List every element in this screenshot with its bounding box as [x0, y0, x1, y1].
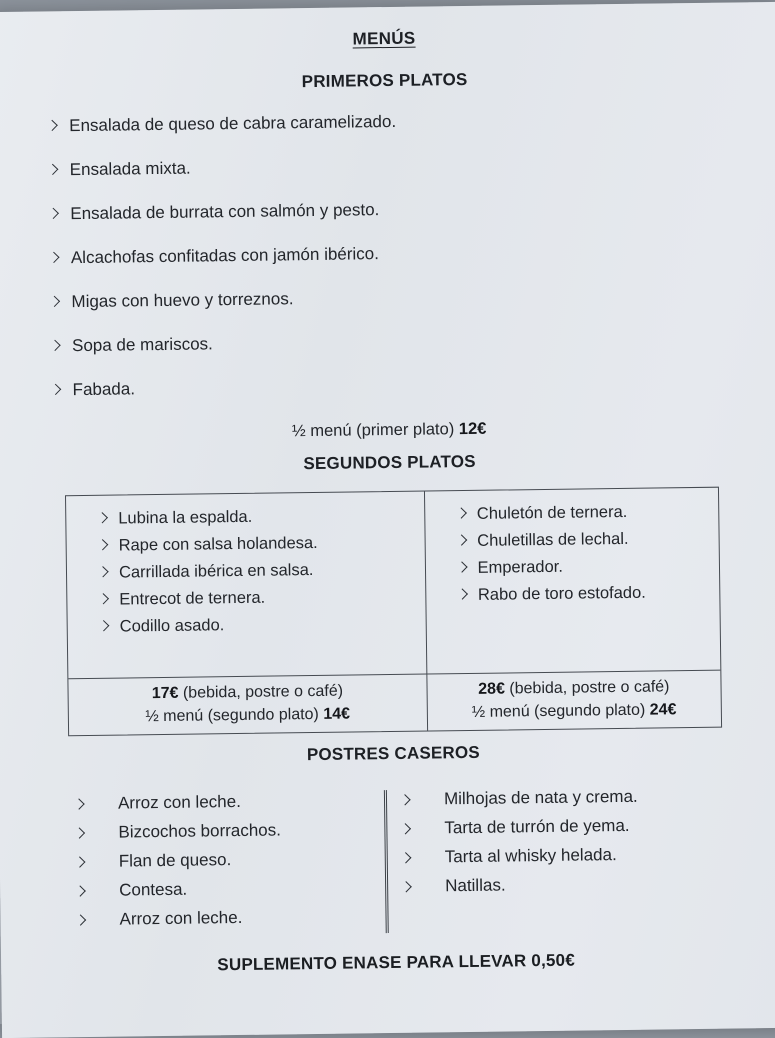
- arrow-bullet-icon: [400, 852, 411, 863]
- arrow-bullet-icon: [98, 593, 109, 604]
- menu-item-text: Arroz con leche.: [119, 907, 243, 929]
- menu-item: [100, 612, 422, 638]
- price-note: (bebida, postre o café): [504, 678, 670, 698]
- menu-item: [76, 848, 385, 872]
- menu-item: [51, 326, 775, 357]
- menu-item: [48, 106, 775, 137]
- menu-item-text: Tarta de turrón de yema.: [444, 815, 630, 838]
- arrow-bullet-icon: [49, 340, 60, 351]
- arrow-bullet-icon: [97, 539, 108, 550]
- menu-page: [0, 2, 775, 1038]
- segundos-left-price-cell: [68, 674, 427, 736]
- takeaway-supplement-note: SUPLEMENTO ENASE PARA LLEVAR 0,50€: [217, 950, 576, 975]
- arrow-bullet-icon: [455, 507, 466, 518]
- arrow-bullet-icon: [73, 798, 84, 809]
- menu-content: [0, 2, 775, 978]
- menu-item: [76, 906, 385, 930]
- menu-item-text: Chuletón de ternera.: [476, 502, 628, 523]
- arrow-bullet-icon: [48, 208, 59, 219]
- menu-item-text: Carrillada ibérica en salsa.: [118, 561, 314, 582]
- menu-item-text: Sopa de mariscos.: [71, 334, 213, 356]
- price-note: (bebida, postre o café): [178, 682, 344, 702]
- menu-item: [457, 527, 715, 552]
- primeros-heading: PRIMEROS PLATOS: [301, 69, 468, 92]
- menu-item: [75, 790, 384, 814]
- primeros-section: [0, 66, 775, 446]
- price-note: ½ menú (segundo plato): [145, 705, 324, 726]
- arrow-bullet-icon: [50, 384, 61, 395]
- half-menu-text: ½ menú (primer plato): [291, 420, 459, 441]
- menu-item-text: Arroz con leche.: [117, 791, 241, 813]
- menu-item-text: Ensalada de queso de cabra caramelizado.: [69, 111, 397, 136]
- arrow-bullet-icon: [98, 620, 109, 631]
- menu-item-text: Codillo asado.: [119, 616, 225, 636]
- price-note: ½ menú (segundo plato): [471, 701, 650, 721]
- price-line: [429, 698, 719, 725]
- menu-item-text: Flan de queso.: [118, 850, 232, 871]
- menu-item-text: Lubina la espalda.: [118, 507, 253, 528]
- postres-right-column: [387, 785, 741, 935]
- price-value: 17€: [151, 684, 179, 703]
- menu-item: [51, 370, 775, 401]
- menu-item: [401, 785, 739, 809]
- menu-item-text: Contesa.: [119, 879, 188, 900]
- menu-item-text: Milhojas de nata y crema.: [443, 786, 638, 809]
- menu-item-text: Migas con huevo y torreznos.: [71, 289, 294, 312]
- menu-item: [99, 558, 421, 584]
- segundos-table: [65, 487, 722, 737]
- arrow-bullet-icon: [49, 296, 60, 307]
- arrow-bullet-icon: [75, 885, 86, 896]
- half-menu-primer-plato: [0, 414, 775, 446]
- menu-item-text: Entrecot de ternera.: [119, 588, 266, 609]
- arrow-bullet-icon: [400, 881, 411, 892]
- page-title: MENÚS: [352, 28, 416, 49]
- menu-item-text: Chuletillas de lechal.: [477, 529, 629, 550]
- price-value: 14€: [323, 705, 351, 723]
- postres-section: [0, 739, 775, 940]
- arrow-bullet-icon: [47, 164, 58, 175]
- segundos-right-list: [457, 500, 716, 606]
- primeros-list: [0, 106, 775, 401]
- menu-item: [75, 819, 384, 843]
- menu-item: [76, 877, 385, 901]
- arrow-bullet-icon: [97, 566, 108, 577]
- arrow-bullet-icon: [456, 588, 467, 599]
- arrow-bullet-icon: [400, 823, 411, 834]
- segundos-left-list: [98, 504, 421, 638]
- menu-item: [457, 500, 715, 525]
- menu-item: [99, 531, 421, 557]
- segundos-table-right-cell: [425, 488, 721, 674]
- price-value: 24€: [649, 701, 677, 719]
- arrow-bullet-icon: [97, 512, 108, 523]
- postres-left-column: [39, 790, 386, 940]
- arrow-bullet-icon: [74, 827, 85, 838]
- segundos-section: [0, 448, 775, 737]
- menu-item-text: Natillas.: [445, 875, 506, 896]
- menu-item: [457, 554, 715, 579]
- segundos-right-price-cell: [427, 670, 721, 731]
- menu-item: [458, 581, 716, 606]
- arrow-bullet-icon: [75, 914, 86, 925]
- arrow-bullet-icon: [46, 120, 57, 131]
- postres-heading: POSTRES CASEROS: [306, 742, 481, 765]
- half-menu-price: 12€: [458, 419, 487, 439]
- menu-item: [49, 150, 775, 181]
- menu-item: [50, 282, 775, 313]
- menu-item-text: Rape con salsa holandesa.: [118, 533, 318, 555]
- menu-item: [99, 585, 421, 611]
- menu-item: [50, 238, 775, 269]
- arrow-bullet-icon: [48, 252, 59, 263]
- arrow-bullet-icon: [456, 561, 467, 572]
- arrow-bullet-icon: [74, 856, 85, 867]
- postres-right-list: [401, 785, 740, 896]
- menu-item: [98, 504, 420, 530]
- menu-item-text: Rabo de toro estofado.: [477, 583, 646, 604]
- segundos-table-left-cell: [66, 492, 427, 679]
- menu-item-text: Fabada.: [72, 379, 136, 400]
- price-line: [71, 702, 425, 730]
- menu-item-text: Tarta al whisky helada.: [444, 845, 617, 867]
- menu-item-text: Alcachofas confitadas con jamón ibérico.: [70, 244, 380, 268]
- menu-item-text: Ensalada mixta.: [69, 158, 191, 180]
- menu-item-text: Bizcochos borrachos.: [118, 820, 282, 842]
- postres-columns: [39, 785, 741, 939]
- postres-left-list: [39, 790, 386, 931]
- menu-item: [49, 194, 775, 225]
- segundos-heading: SEGUNDOS PLATOS: [303, 451, 476, 474]
- menu-item-text: Emperador.: [477, 557, 563, 577]
- arrow-bullet-icon: [399, 794, 410, 805]
- menu-item-text: Ensalada de burrata con salmón y pesto.: [70, 200, 380, 224]
- price-value: 28€: [478, 680, 506, 698]
- menu-item: [402, 843, 740, 867]
- menu-item: [401, 814, 739, 838]
- arrow-bullet-icon: [456, 534, 467, 545]
- menu-item: [402, 872, 740, 896]
